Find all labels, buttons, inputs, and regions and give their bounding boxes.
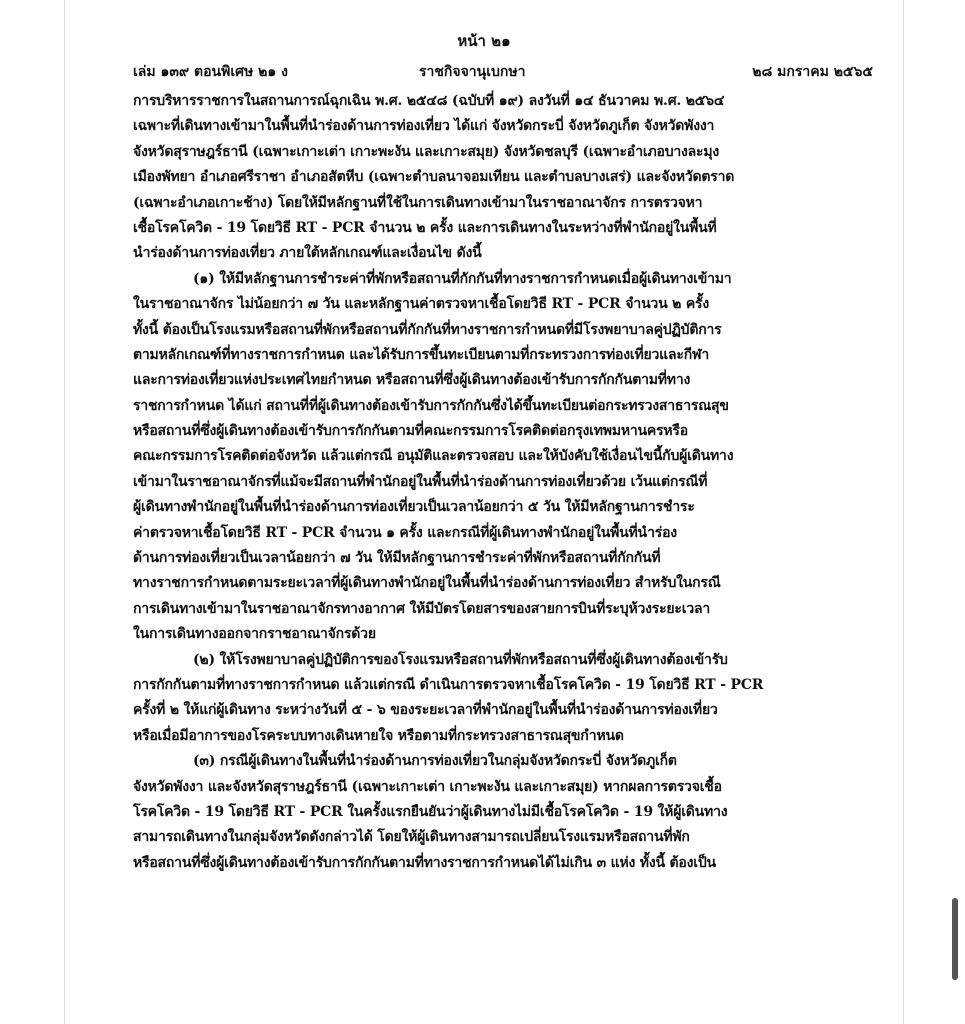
volume-issue: เล่ม ๑๓๙ ตอนพิเศษ ๒๑ ง	[133, 64, 288, 80]
text-line: ครั้งที่ ๒ ให้แก่ผู้เดินทาง ระหว่างวันที่ ๕ - ๖ ของระยะเวลาที่พำนักอยู่ในพื้นที่นำร่องด้านการท่องเที่ยว	[133, 702, 718, 719]
paragraph-1-start: (๑) ให้มีหลักฐานการชำระค่าที่พักหรือสถานที่กักกันที่ทางราชการกำหนดเมื่อผู้เดินทางเข้ามา	[193, 270, 732, 287]
gazette-header	[133, 60, 873, 84]
text-line: ค่าตรวจหาเชื้อโดยวิธี RT - PCR จำนวน ๑ ครั้ง และกรณีที่ผู้เดินทางพำนักอยู่ในพื้นที่นำร่อง	[133, 524, 677, 541]
text-line: จังหวัดสุราษฎร์ธานี (เฉพาะเกาะเต่า เกาะพะงัน และเกาะสมุย) จังหวัดชลบุรี (เฉพาะอำเภอบางละมุง	[133, 143, 720, 160]
document-page	[64, 0, 904, 1024]
text-line: ในการเดินทางออกจากราชอาณาจักรด้วย	[133, 626, 376, 643]
text-line: ทั้งนี้ ต้องเป็นโรงแรมหรือสถานที่พักหรือสถานที่กักกันที่ทางราชการกำหนดที่มีโรงพยาบาลคู่ปฏิบัติการ	[133, 321, 722, 338]
text-line: เมืองพัทยา อำเภอศรีราชา อำเภอสัตหีบ (เฉพาะตำบลนาจอมเทียน และตำบลบางเสร่) และจังหวัดตราด	[133, 169, 735, 186]
text-line: ทางราชการกำหนดตามระยะเวลาที่ผู้เดินทางพำนักอยู่ในพื้นที่นำร่องด้านการท่องเที่ยว สำหรับในกรณี	[133, 575, 721, 592]
text-line: การบริหารราชการในสถานการณ์ฉุกเฉิน พ.ศ. ๒๕๔๘ (ฉบับที่ ๑๙) ลงวันที่ ๑๔ ธันวาคม พ.ศ. ๒๕๖๔	[133, 93, 725, 109]
text-line: ในราชอาณาจักร ไม่น้อยกว่า ๗ วัน และหลักฐานค่าตรวจหาเชื้อโดยวิธี RT - PCR จำนวน ๒ ครั้ง	[133, 296, 709, 313]
text-line: ราชการกำหนด ได้แก่ สถานที่ที่ผู้เดินทางต้องเข้ารับการกักกันซึ่งได้ขึ้นทะเบียนต่อกระทรวงสาธารณสุข	[133, 397, 729, 414]
publication-date: ๒๘ มกราคม ๒๕๖๕	[752, 64, 873, 80]
document-body	[133, 89, 873, 876]
publication-name: ราชกิจจานุเบกษา	[419, 64, 526, 80]
paragraph-3-start: (๓) กรณีผู้เดินทางในพื้นที่นำร่องด้านการท่องเที่ยวในกลุ่มจังหวัดกระบี่ จังหวัดภูเก็ต	[193, 753, 677, 770]
text-line: นำร่องด้านการท่องเที่ยว ภายใต้หลักเกณฑ์และเงื่อนไข ดังนี้	[133, 245, 482, 262]
text-line: หรือสถานที่ซึ่งผู้เดินทางต้องเข้ารับการกักกันตามที่คณะกรรมการโรคติดต่อกรุงเทพมหานครหรือ	[133, 423, 688, 440]
text-line: คณะกรรมการโรคติดต่อจังหวัด แล้วแต่กรณี อนุมัติและตรวจสอบ และให้บังคับใช้เงื่อนไขนี้กับผู้เดินทาง	[133, 448, 734, 465]
text-line: เชื้อโรคโควิด - 19 โดยวิธี RT - PCR จำนวน ๒ ครั้ง และการเดินทางในระหว่างที่พำนักอยู่ในพื้นที่	[133, 219, 717, 236]
text-line: หรือเมื่อมีอาการของโรคระบบทางเดินหายใจ หรือตามที่กระทรวงสาธารณสุขกำหนด	[133, 727, 624, 744]
text-line: ตามหลักเกณฑ์ที่ทางราชการกำหนด และได้รับการขึ้นทะเบียนตามที่กระทรวงการท่องเที่ยวและกีฬา	[133, 346, 709, 363]
text-line: การกักกันตามที่ทางราชการกำหนด แล้วแต่กรณี ดำเนินการตรวจหาเชื้อโรคโควิด - 19 โดยวิธี RT - PCR	[133, 676, 764, 693]
text-line: เข้ามาในราชอาณาจักรที่แม้จะมีสถานที่พำนักอยู่ในพื้นที่นำร่องด้านการท่องเที่ยวด้วย เว้นแต่กรณีที่	[133, 473, 708, 490]
text-line: สามารถเดินทางในกลุ่มจังหวัดดังกล่าวได้ โดยให้ผู้เดินทางสามารถเปลี่ยนโรงแรมหรือสถานที่พัก	[133, 829, 690, 846]
scrollbar-thumb[interactable]	[952, 898, 958, 980]
text-line: (เฉพาะอำเภอเกาะช้าง) โดยให้มีหลักฐานที่ใช้ในการเดินทางเข้ามาในราชอาณาจักร การตรวจหา	[133, 194, 703, 211]
text-line: โรคโควิด - 19 โดยวิธี RT - PCR ในครั้งแรกยืนยันว่าผู้เดินทางไม่มีเชื้อโรคโควิด - 19 ให้ผู้เดินทาง	[133, 803, 728, 820]
text-line: ผู้เดินทางพำนักอยู่ในพื้นที่นำร่องด้านการท่องเที่ยวเป็นเวลาน้อยกว่า ๕ วัน ให้มีหลักฐานการชำระ	[133, 499, 695, 516]
text-line: จังหวัดพังงา และจังหวัดสุราษฎร์ธานี (เฉพาะเกาะเต่า เกาะพะงัน และเกาะสมุย) หากผลการตรวจเชื้อ	[133, 778, 722, 795]
paragraph-2-start: (๒) ให้โรงพยาบาลคู่ปฏิบัติการของโรงแรมหรือสถานที่พักหรือสถานที่ซึ่งผู้เดินทางต้องเข้ารับ	[193, 651, 728, 668]
text-line: และการท่องเที่ยวแห่งประเทศไทยกำหนด หรือสถานที่ซึ่งผู้เดินทางต้องเข้ารับการกักกันตามที่ทาง	[133, 372, 691, 389]
page-number: หน้า ๒๑	[457, 32, 511, 50]
text-line: หรือสถานที่ซึ่งผู้เดินทางต้องเข้ารับการกักกันตามที่ทางราชการกำหนดได้ไม่เกิน ๓ แห่ง ทั้งนี้ ต้องเป็น	[133, 854, 716, 871]
text-line: เฉพาะที่เดินทางเข้ามาในพื้นที่นำร่องด้านการท่องเที่ยว ได้แก่ จังหวัดกระบี่ จังหวัดภูเก็ต จังหวัดพังงา	[133, 118, 715, 135]
text-line: ด้านการท่องเที่ยวเป็นเวลาน้อยกว่า ๗ วัน ให้มีหลักฐานการชำระค่าที่พักหรือสถานที่กักกันที่	[133, 550, 661, 567]
text-line: การเดินทางเข้ามาในราชอาณาจักรทางอากาศ ให้มีบัตรโดยสารของสายการบินที่ระบุห้วงระยะเวลา	[133, 600, 711, 617]
